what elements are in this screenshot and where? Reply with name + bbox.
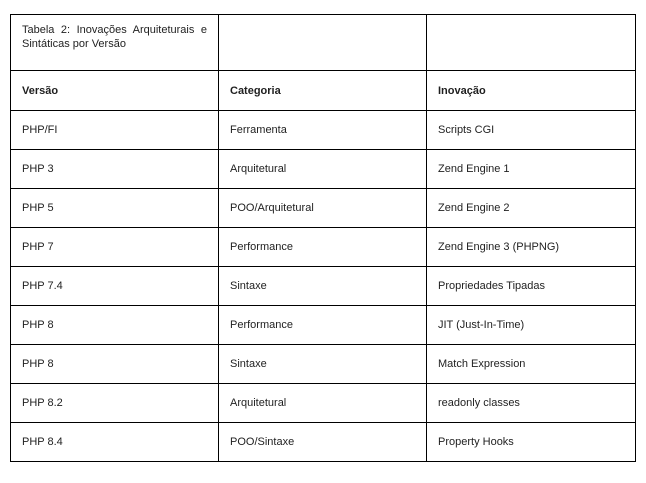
table-row xyxy=(11,423,636,462)
cell-inovacao: readonly classes xyxy=(427,384,636,423)
cell-versao: PHP 8.4 xyxy=(11,423,219,462)
table-row xyxy=(11,306,636,345)
cell-categoria: Arquitetural xyxy=(219,150,427,189)
cell-versao: PHP 8 xyxy=(11,345,219,384)
cell-versao: PHP 7.4 xyxy=(11,267,219,306)
cell-categoria: Performance xyxy=(219,306,427,345)
cell-categoria: POO/Sintaxe xyxy=(219,423,427,462)
table-row xyxy=(11,228,636,267)
table-row xyxy=(11,345,636,384)
table-caption-text: Tabela 2: Inovações Arquiteturais e Sintáticas por Versão xyxy=(22,24,207,50)
caption-row xyxy=(11,15,636,71)
cell-versao: PHP 8 xyxy=(11,306,219,345)
cell-inovacao: Zend Engine 1 xyxy=(427,150,636,189)
header-versao: Versão xyxy=(11,71,219,111)
cell-versao: PHP 8.2 xyxy=(11,384,219,423)
cell-inovacao: Zend Engine 2 xyxy=(427,189,636,228)
cell-inovacao: Scripts CGI xyxy=(427,111,636,150)
cell-versao: PHP 3 xyxy=(11,150,219,189)
cell-versao: PHP 5 xyxy=(11,189,219,228)
cell-inovacao: Propriedades Tipadas xyxy=(427,267,636,306)
header-inovacao: Inovação xyxy=(427,71,636,111)
header-categoria: Categoria xyxy=(219,71,427,111)
table-row xyxy=(11,150,636,189)
cell-inovacao: JIT (Just-In-Time) xyxy=(427,306,636,345)
empty-cell xyxy=(219,15,427,71)
table-row xyxy=(11,267,636,306)
cell-categoria: Sintaxe xyxy=(219,267,427,306)
table-row xyxy=(11,111,636,150)
cell-inovacao: Match Expression xyxy=(427,345,636,384)
cell-categoria: POO/Arquitetural xyxy=(219,189,427,228)
empty-cell xyxy=(427,15,636,71)
cell-versao: PHP/FI xyxy=(11,111,219,150)
cell-versao: PHP 7 xyxy=(11,228,219,267)
table-row xyxy=(11,384,636,423)
innovations-table xyxy=(10,14,636,462)
cell-inovacao: Property Hooks xyxy=(427,423,636,462)
header-row xyxy=(11,71,636,111)
cell-inovacao: Zend Engine 3 (PHPNG) xyxy=(427,228,636,267)
cell-categoria: Ferramenta xyxy=(219,111,427,150)
cell-categoria: Arquitetural xyxy=(219,384,427,423)
table-row xyxy=(11,189,636,228)
cell-categoria: Performance xyxy=(219,228,427,267)
table-caption xyxy=(11,15,219,71)
cell-categoria: Sintaxe xyxy=(219,345,427,384)
